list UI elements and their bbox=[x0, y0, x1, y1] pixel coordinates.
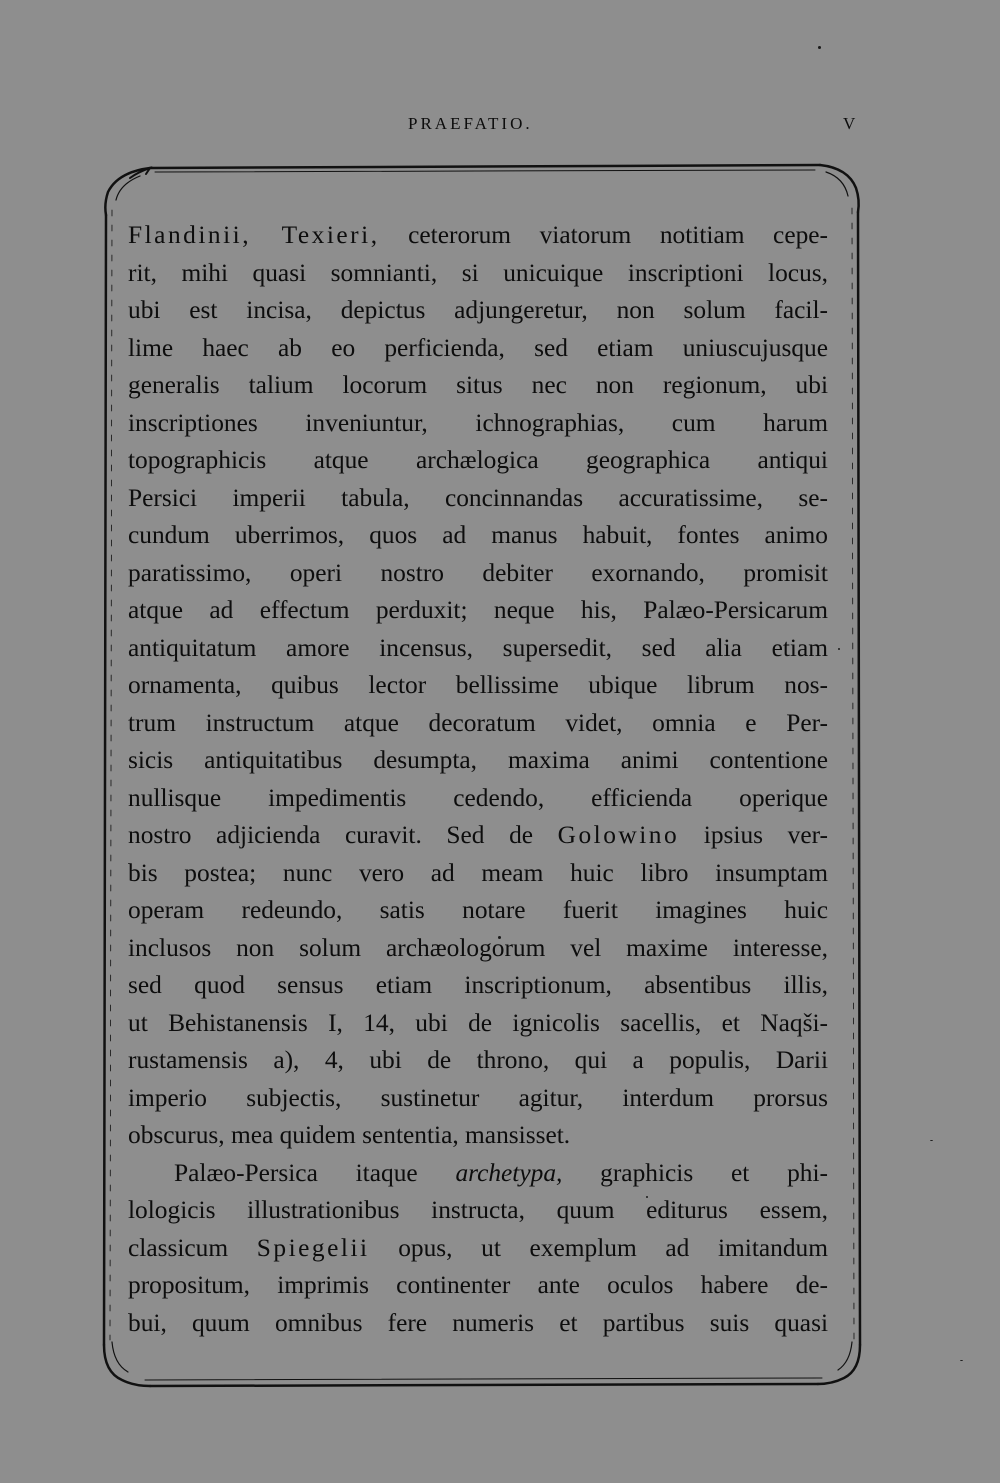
text-line: antiquitatum amore incensus, supersedit, sed alia etiam bbox=[128, 633, 828, 662]
text-line: Flandinii, Texieri, ceterorum viatorum notitiam cepe- bbox=[128, 221, 829, 249]
text-line: Palæo-Persica itaque archetypa, graphicis et phi- bbox=[174, 1158, 828, 1187]
text-line: nullisque impedimentis cedendo, efficienda operique bbox=[128, 783, 828, 812]
text-line: inscriptiones inveniuntur, ichnographias, cum harum bbox=[128, 408, 828, 437]
text-line: classicum Spiegelii opus, ut exemplum ad imitandum bbox=[128, 1233, 828, 1262]
text-line: rit, mihi quasi somnianti, si unicuique inscriptioni locus, bbox=[128, 258, 828, 287]
text-line: rustamensis a), 4, ubi de throno, qui a populis, Darii bbox=[128, 1046, 828, 1074]
page-number: V bbox=[843, 114, 856, 133]
text-line: lologicis illustrationibus instructa, quum editurus essem, bbox=[128, 1196, 828, 1224]
text-line: ut Behistanensis I, 14, ubi de ignicolis sacellis, et Naqši- bbox=[128, 1008, 828, 1037]
text-line: bui, quum omnibus fere numeris et partibus suis quasi bbox=[128, 1308, 828, 1337]
text-line: operam redeundo, satis notare fuerit imagines huic bbox=[128, 896, 828, 924]
italic-word: archetypa, bbox=[455, 1158, 563, 1187]
body-text bbox=[128, 217, 828, 1342]
text-line: nostro adjicienda curavit. Sed de Golowino ipsius ver- bbox=[128, 821, 828, 849]
text-line: sicis antiquitatibus desumpta, maxima animi contentione bbox=[128, 746, 828, 774]
text-line: generalis talium locorum situs nec non regionum, ubi bbox=[128, 371, 828, 399]
text-line: Persici imperii tabula, concinnandas accuratissime, se- bbox=[128, 483, 828, 512]
text-line: obscurus, mea quidem sententia, mansisset. bbox=[128, 1121, 571, 1149]
text-line: sed quod sensus etiam inscriptionum, absentibus illis, bbox=[128, 971, 828, 999]
text-line: trum instructum atque decoratum videt, omnia e Per- bbox=[128, 708, 828, 737]
text-line: paratissimo, operi nostro debiter exornando, promisit bbox=[128, 558, 828, 587]
text-line: bis postea; nunc vero ad meam huic libro insumptam bbox=[128, 858, 828, 887]
text-line: ornamenta, quibus lector bellissime ubique librum nos- bbox=[128, 671, 828, 699]
text-line: imperio subjectis, sustinetur agitur, interdum prorsus bbox=[128, 1083, 828, 1112]
running-title: PRAEFATIO. bbox=[408, 114, 533, 133]
text-line: propositum, imprimis continenter ante oculos habere de- bbox=[128, 1271, 828, 1299]
text-line: topographicis atque archælogica geographica antiqui bbox=[128, 446, 828, 474]
text-line: atque ad effectum perduxit; neque his, Palæo-Persicarum bbox=[128, 596, 828, 624]
text-line: ubi est incisa, depictus adjungeretur, non solum facil- bbox=[128, 296, 828, 324]
text-line: inclusos non solum archæologorum vel maxime interesse, bbox=[128, 933, 828, 962]
text-line: cundum uberrimos, quos ad manus habuit, fontes animo bbox=[128, 521, 828, 549]
paragraph-2 bbox=[128, 1155, 828, 1343]
text-line: lime haec ab eo perficienda, sed etiam uniuscujusque bbox=[128, 333, 828, 362]
paragraph-1 bbox=[128, 217, 828, 1155]
